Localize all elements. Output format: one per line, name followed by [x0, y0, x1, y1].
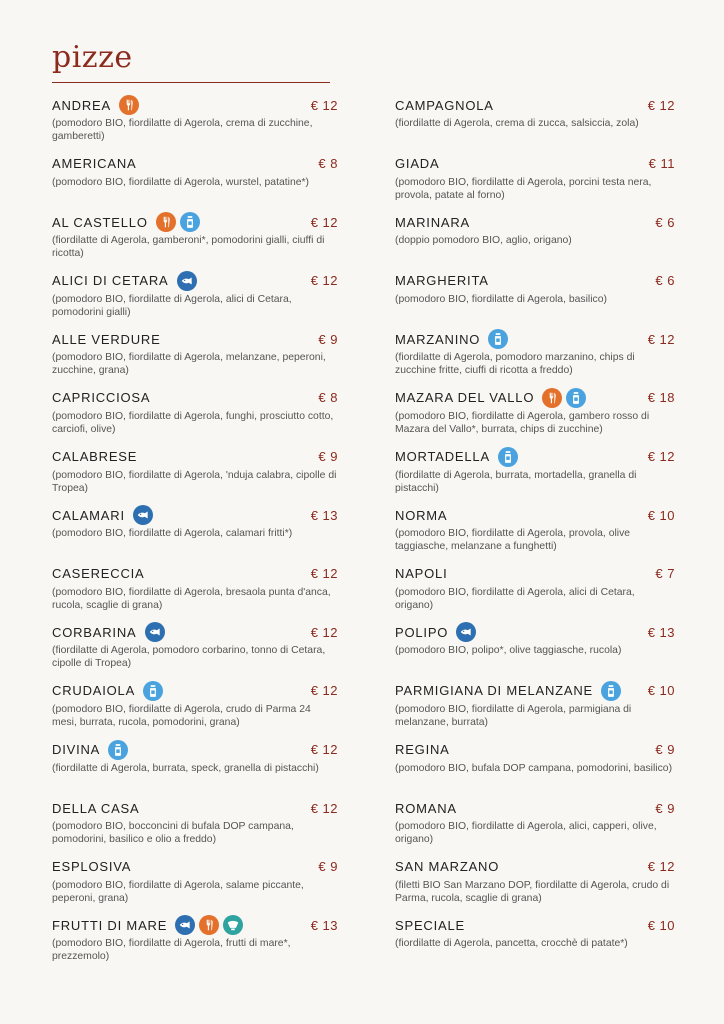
- pizza-price: € 9: [318, 859, 338, 875]
- pizza-price: € 12: [310, 214, 338, 230]
- menu-item-header: [395, 856, 675, 878]
- menu-item: [395, 446, 675, 505]
- pizza-ingredients: (fiordilatte di Agerola, pancetta, crocchè di patate*): [395, 938, 628, 950]
- menu-item-header: [395, 680, 675, 702]
- menu-item: [52, 446, 338, 505]
- menu-item-header: [395, 621, 675, 643]
- pizza-name: CRUDAIOLA: [52, 683, 136, 699]
- pizza-ingredients: (pomodoro BIO, fiordilatte di Agerola, funghi, prosciutto cotto, carciofi, olive): [52, 410, 334, 435]
- pizza-ingredients: (fiordilatte di Agerola, crema di zucca, salsiccia, zola): [395, 118, 639, 129]
- allergen-icons: [156, 212, 200, 232]
- pizza-ingredients: (fiordilatte di Agerola, pomodoro corbarino, tonno di Cetara, cipolle di Tropea): [52, 645, 326, 670]
- pizza-name: FRUTTI DI MARE: [52, 917, 168, 933]
- pizza-name: ALICI DI CETARA: [52, 273, 169, 289]
- menu-item-header: [395, 446, 675, 468]
- menu-item: [395, 680, 675, 739]
- pizza-price: € 9: [655, 800, 675, 816]
- allergen-icons: [108, 740, 128, 760]
- menu-item: [395, 504, 675, 563]
- pizza-name: ESPLOSIVA: [52, 859, 132, 875]
- menu-item-header: [52, 211, 338, 233]
- fish-icon: [177, 271, 197, 291]
- pizza-price: € 12: [310, 566, 338, 582]
- pizza-ingredients: (pomodoro BIO, bocconcini di bufala DOP campana, pomodorini, basilico e olio a freddo): [52, 821, 294, 846]
- allergen-icons: [119, 95, 139, 115]
- pizza-name: PARMIGIANA DI MELANZANE: [395, 683, 594, 699]
- pizza-ingredients: (pomodoro BIO, fiordilatte di Agerola, parmigiana di melanzane, burrata): [395, 703, 632, 728]
- menu-item: [395, 211, 675, 270]
- pizza-ingredients: (pomodoro BIO, fiordilatte di Agerola, porcini testa nera, provola, patate al forno): [395, 176, 652, 201]
- menu-item-header: [52, 94, 338, 116]
- allergen-icons: [145, 622, 165, 642]
- pizza-name: ROMANA: [395, 800, 457, 816]
- pizza-price: € 12: [647, 331, 675, 347]
- pizza-price: € 12: [310, 683, 338, 699]
- pizza-name: ALLE VERDURE: [52, 331, 161, 347]
- menu-item: [52, 914, 338, 973]
- shrimp-icon: [156, 212, 176, 232]
- pizza-ingredients: (pomodoro BIO, polipo*, olive taggiasche, rucola): [395, 645, 622, 657]
- pizza-ingredients: (pomodoro BIO, fiordilatte di Agerola, alici, capperi, olive, origano): [395, 821, 657, 846]
- pizza-ingredients: (pomodoro BIO, fiordilatte di Agerola, bresaola punta d'anca, rucola, scaglie di grana): [52, 586, 331, 611]
- menu-item: [395, 797, 675, 856]
- pizza-ingredients: (pomodoro BIO, bufala DOP campana, pomodorini, basilico): [395, 762, 673, 774]
- pizza-price: € 12: [310, 624, 338, 640]
- menu-item-header: [52, 856, 338, 878]
- pizza-name: MARZANINO: [395, 331, 481, 347]
- pizza-price: € 8: [318, 156, 338, 172]
- pizza-price: € 12: [647, 449, 675, 465]
- allergen-icons: [133, 505, 153, 525]
- page-title: pizze: [52, 40, 133, 75]
- pizza-price: € 12: [310, 273, 338, 289]
- milk-icon: [180, 212, 200, 232]
- menu-item-header: [395, 153, 675, 175]
- pizza-price: € 10: [647, 507, 675, 523]
- pizza-price: € 10: [647, 683, 675, 699]
- fish-icon: [145, 622, 165, 642]
- pizza-name: MORTADELLA: [395, 449, 490, 465]
- menu-item-header: [52, 563, 338, 585]
- menu-item: [52, 153, 338, 212]
- menu-item-header: [395, 328, 675, 350]
- milk-icon: [601, 681, 621, 701]
- allergen-icons: [143, 681, 163, 701]
- menu-item-header: [52, 504, 338, 526]
- menu-item: [52, 387, 338, 446]
- menu-item: [395, 94, 675, 153]
- menu-item-header: [395, 797, 675, 819]
- allergen-icons: [488, 329, 508, 349]
- pizza-price: € 9: [318, 449, 338, 465]
- pizza-ingredients: (pomodoro BIO, fiordilatte di Agerola, crudo di Parma 24 mesi, burrata, rucola, pomodorini, grana): [52, 703, 311, 728]
- pizza-ingredients: (pomodoro BIO, fiordilatte di Agerola, salame piccante, peperoni, grana): [52, 879, 304, 904]
- menu-item: [52, 739, 338, 798]
- pizza-price: € 6: [655, 214, 675, 230]
- pizza-ingredients: (fiordilatte di Agerola, gamberoni*, pomodorini gialli, ciuffi di ricotta): [52, 235, 325, 260]
- pizza-name: SAN MARZANO: [395, 859, 500, 875]
- menu-item: [52, 211, 338, 270]
- allergen-icons: [498, 447, 518, 467]
- menu-item-header: [52, 446, 338, 468]
- menu-item: [395, 387, 675, 446]
- allergen-icons: [542, 388, 586, 408]
- pizza-price: € 12: [647, 97, 675, 113]
- pizza-price: € 12: [647, 859, 675, 875]
- pizza-price: € 12: [310, 800, 338, 816]
- pizza-ingredients: (fiordilatte di Agerola, pomodoro marzanino, chips di zucchine fritte, ciuffi di ricotta a freddo): [395, 352, 635, 377]
- pizza-price: € 13: [647, 624, 675, 640]
- pizza-ingredients: (fiordilatte di Agerola, burrata, mortadella, granella di pistacchi): [395, 469, 637, 494]
- pizza-name: REGINA: [395, 742, 450, 758]
- pizza-ingredients: (pomodoro BIO, fiordilatte di Agerola, alici di Cetara, pomodorini gialli): [52, 293, 292, 318]
- menu-item: [52, 621, 338, 680]
- shrimp-icon: [199, 915, 219, 935]
- pizza-ingredients: (pomodoro BIO, fiordilatte di Agerola, calamari fritti*): [52, 528, 293, 540]
- shell-icon: [223, 915, 243, 935]
- menu-item: [395, 914, 675, 973]
- menu-item-header: [395, 211, 675, 233]
- pizza-price: € 6: [655, 273, 675, 289]
- pizza-ingredients: (pomodoro BIO, fiordilatte di Agerola, provola, olive taggiasche, melanzane a funghetti): [395, 528, 631, 553]
- milk-icon: [108, 740, 128, 760]
- pizza-name: CALAMARI: [52, 507, 125, 523]
- menu-item-header: [52, 153, 338, 175]
- menu-item: [52, 94, 338, 153]
- menu-item: [52, 328, 338, 387]
- allergen-icons: [177, 271, 197, 291]
- milk-icon: [566, 388, 586, 408]
- pizza-name: SPECIALE: [395, 917, 465, 933]
- shrimp-icon: [542, 388, 562, 408]
- fish-icon: [456, 622, 476, 642]
- pizza-name: MARGHERITA: [395, 273, 489, 289]
- pizza-name: NORMA: [395, 507, 448, 523]
- pizza-price: € 9: [655, 742, 675, 758]
- menu-item: [52, 797, 338, 856]
- pizza-name: CAMPAGNOLA: [395, 97, 494, 113]
- menu-item: [395, 153, 675, 212]
- pizza-ingredients: (pomodoro BIO, fiordilatte di Agerola, alici di Cetara, origano): [395, 586, 635, 611]
- pizza-price: € 9: [318, 331, 338, 347]
- fish-icon: [175, 915, 195, 935]
- menu-item: [52, 680, 338, 739]
- pizza-name: MARINARA: [395, 214, 471, 230]
- allergen-icons: [175, 915, 243, 935]
- pizza-name: DELLA CASA: [52, 800, 140, 816]
- pizza-name: CAPRICCIOSA: [52, 390, 151, 406]
- pizza-name: NAPOLI: [395, 566, 448, 582]
- menu-item: [395, 563, 675, 622]
- pizza-price: € 10: [647, 917, 675, 933]
- pizza-name: AL CASTELLO: [52, 214, 148, 230]
- pizza-name: GIADA: [395, 156, 440, 172]
- menu-item: [52, 270, 338, 329]
- pizza-price: € 11: [648, 156, 675, 172]
- pizza-price: € 13: [310, 917, 338, 933]
- menu-item-header: [395, 387, 675, 409]
- menu-item-header: [395, 739, 675, 761]
- menu-item-header: [52, 739, 338, 761]
- pizza-name: MAZARA DEL VALLO: [395, 390, 535, 406]
- title-divider: [52, 82, 330, 83]
- menu-item-header: [52, 621, 338, 643]
- menu-item-header: [52, 387, 338, 409]
- milk-icon: [498, 447, 518, 467]
- shrimp-icon: [119, 95, 139, 115]
- menu-item: [52, 504, 338, 563]
- pizza-ingredients: (pomodoro BIO, fiordilatte di Agerola, melanzane, peperoni, zucchine, grana): [52, 352, 326, 377]
- pizza-name: CASERECCIA: [52, 566, 145, 582]
- pizza-ingredients: (pomodoro BIO, fiordilatte di Agerola, 'nduja calabra, cipolle di Tropea): [52, 469, 337, 494]
- menu-item: [395, 328, 675, 387]
- pizza-ingredients: (doppio pomodoro BIO, aglio, origano): [395, 235, 572, 247]
- pizza-ingredients: (filetti BIO San Marzano DOP, fiordilatte di Agerola, crudo di Parma, rucola, scaglie di grana): [395, 879, 670, 904]
- menu-item: [395, 270, 675, 329]
- pizza-name: ANDREA: [52, 97, 111, 113]
- pizza-price: € 13: [310, 507, 338, 523]
- menu-item-header: [52, 914, 338, 936]
- menu-item: [395, 856, 675, 915]
- menu-item-header: [395, 504, 675, 526]
- pizza-name: AMERICANA: [52, 156, 137, 172]
- milk-icon: [488, 329, 508, 349]
- menu-column-left: [52, 94, 338, 973]
- pizza-price: € 18: [647, 390, 675, 406]
- menu-item-header: [52, 328, 338, 350]
- pizza-name: DIVINA: [52, 742, 101, 758]
- pizza-ingredients: (pomodoro BIO, fiordilatte di Agerola, gambero rosso di Mazara del Vallo*, burrata, chips di zucchine): [395, 410, 650, 435]
- menu-item-header: [395, 563, 675, 585]
- menu-item-header: [52, 270, 338, 292]
- pizza-ingredients: (fiordilatte di Agerola, burrata, speck, granella di pistacchi): [52, 762, 319, 774]
- pizza-name: CORBARINA: [52, 624, 137, 640]
- pizza-price: € 7: [655, 566, 675, 582]
- pizza-price: € 8: [318, 390, 338, 406]
- menu-item-header: [52, 797, 338, 819]
- pizza-price: € 12: [310, 742, 338, 758]
- menu-item: [395, 739, 675, 798]
- menu-item-header: [395, 94, 675, 116]
- fish-icon: [133, 505, 153, 525]
- pizza-price: € 12: [310, 97, 338, 113]
- pizza-ingredients: (pomodoro BIO, fiordilatte di Agerola, wurstel, patatine*): [52, 176, 310, 188]
- pizza-ingredients: (pomodoro BIO, fiordilatte di Agerola, basilico): [395, 293, 607, 305]
- milk-icon: [143, 681, 163, 701]
- menu-item: [52, 856, 338, 915]
- pizza-name: CALABRESE: [52, 449, 138, 465]
- pizza-name: POLIPO: [395, 624, 449, 640]
- menu-item-header: [395, 914, 675, 936]
- allergen-icons: [456, 622, 476, 642]
- menu-item: [395, 621, 675, 680]
- pizza-ingredients: (pomodoro BIO, fiordilatte di Agerola, crema di zucchine, gamberetti): [52, 118, 313, 142]
- menu-item: [52, 563, 338, 622]
- menu-column-right: [395, 94, 675, 973]
- menu-item-header: [395, 270, 675, 292]
- menu-item-header: [52, 680, 338, 702]
- pizza-ingredients: (pomodoro BIO, fiordilatte di Agerola, frutti di mare*, prezzemolo): [52, 938, 291, 963]
- allergen-icons: [601, 681, 621, 701]
